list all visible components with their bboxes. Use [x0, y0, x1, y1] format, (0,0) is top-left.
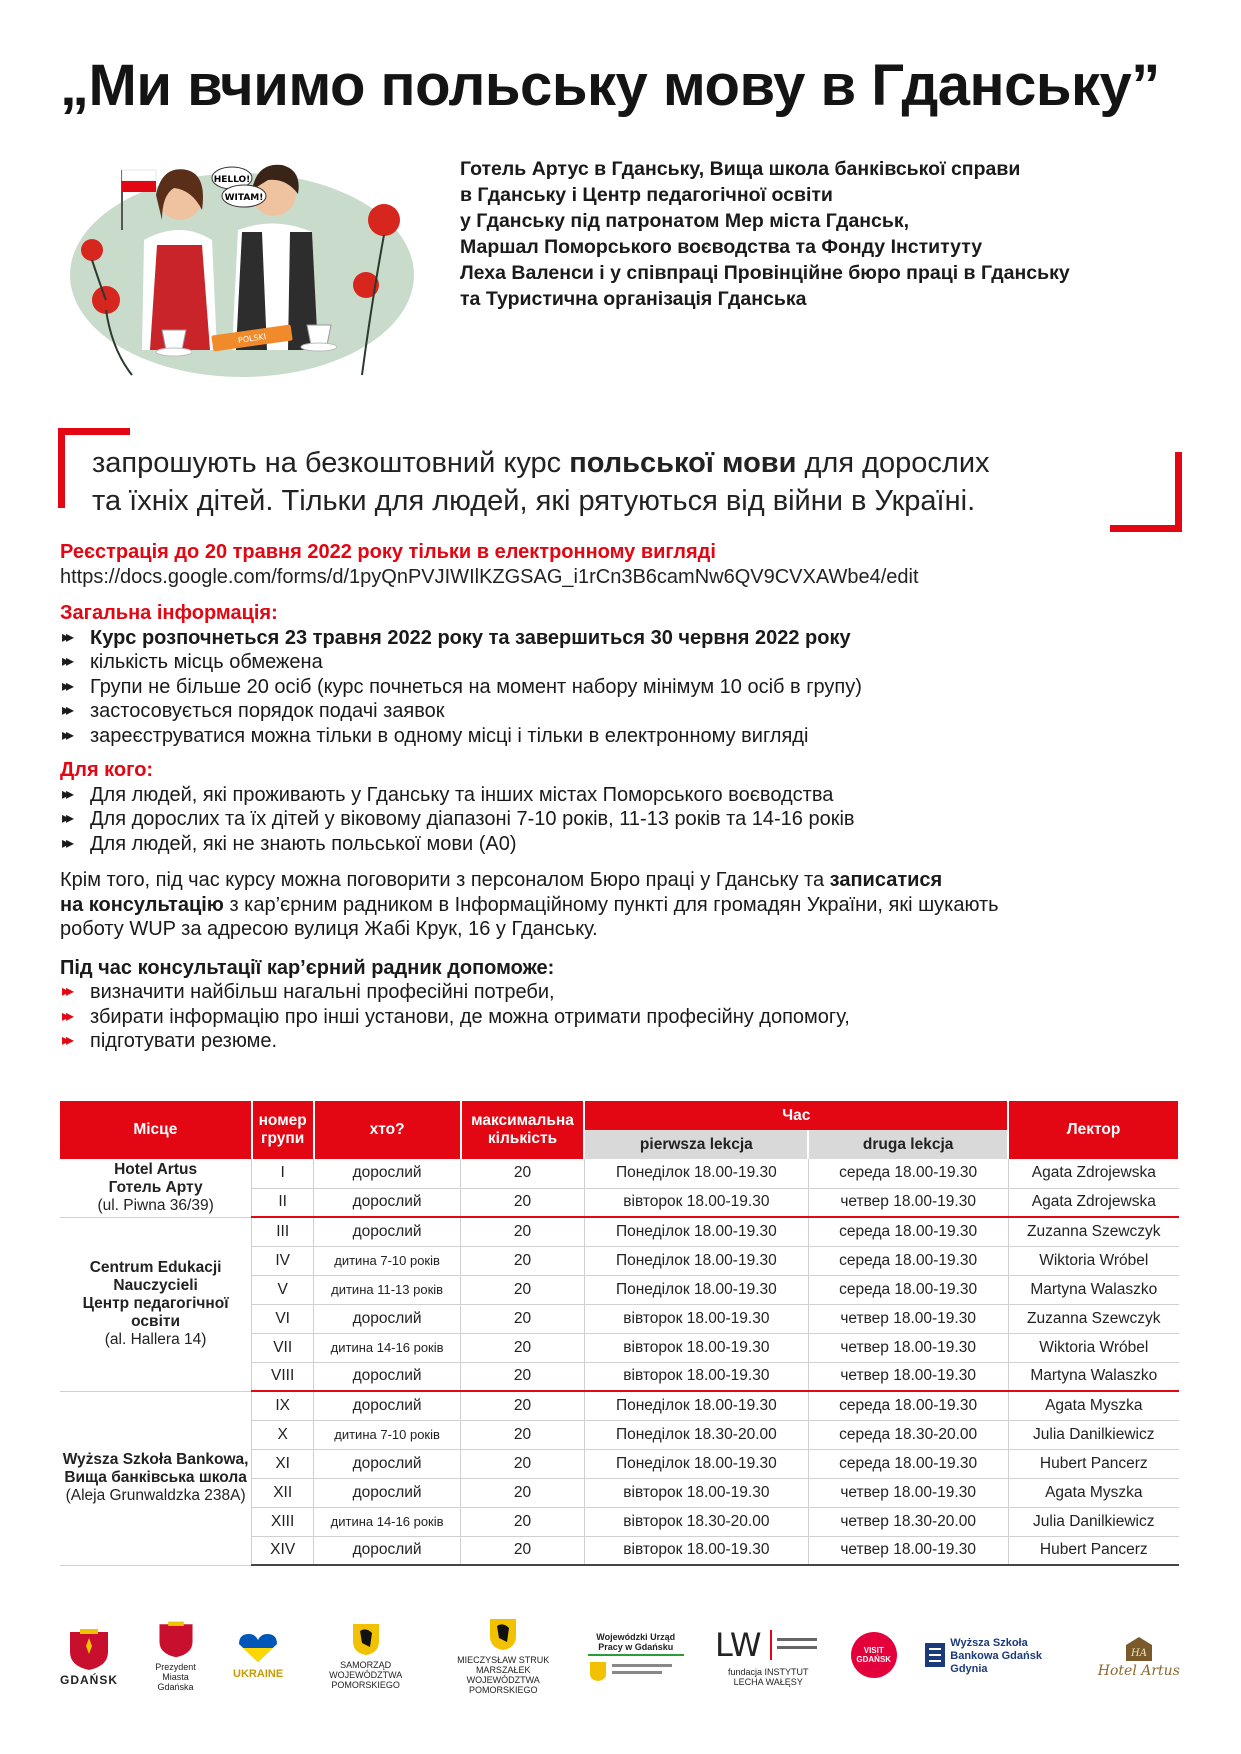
cell-group: XII [252, 1478, 314, 1507]
cell-lecturer: Agata Zdrojewska [1008, 1188, 1179, 1217]
hotel-artus-icon [1124, 1635, 1154, 1663]
list-item: ▸▸ кількість місць обмежена [62, 651, 323, 673]
cell-second: середа 18.00-19.30 [808, 1246, 1008, 1275]
witam-bubble: WITAM! [224, 193, 264, 203]
cell-who: дитина 7-10 років [314, 1246, 461, 1275]
cell-who: дорослий [314, 1536, 461, 1565]
list-item: ▸▸ Для людей, які не знають польської мови (A0) [62, 832, 517, 855]
cell-max: 20 [461, 1188, 585, 1217]
double-chevron-icon: ▸▸ [62, 1032, 71, 1049]
table-row [60, 1159, 1179, 1188]
cell-who: дитина 11-13 років [314, 1275, 461, 1304]
logo-pomorskie: SAMORZĄD WOJEWÓDZTWA POMORSKIEGO [311, 1621, 421, 1690]
cell-max: 20 [461, 1275, 585, 1304]
list-item: ▸▸ застосовується порядок подачі заявок [62, 700, 445, 722]
table-row [60, 1391, 1179, 1420]
cell-lecturer: Wiktoria Wróbel [1008, 1246, 1179, 1275]
list-item: ▸▸ збирати інформацію про інші установи, де можна отримати професійну допомогу, [62, 1005, 850, 1028]
header-first-lesson: pierwsza lekcja [584, 1130, 808, 1159]
marshal-griffin-icon [487, 1616, 519, 1652]
double-chevron-icon: ▸▸ [62, 785, 71, 803]
cell-who: дитина 14-16 років [314, 1507, 461, 1536]
cell-group: VII [252, 1333, 314, 1362]
schedule-table [60, 1101, 1180, 1566]
list-item: ▸▸ Для людей, які проживають у Гданську та інших містах Поморського воєводства [62, 783, 834, 806]
cell-lecturer: Wiktoria Wróbel [1008, 1333, 1179, 1362]
header-second-lesson: druga lekcja [808, 1130, 1008, 1159]
cell-max: 20 [461, 1362, 585, 1391]
header-group: номер групи [252, 1101, 314, 1159]
cell-group: VI [252, 1304, 314, 1333]
cell-lecturer: Agata Zdrojewska [1008, 1159, 1179, 1188]
double-chevron-icon: ▸▸ [62, 677, 71, 695]
organizers-line: Готель Артус в Гданську, Вища школа банківської справи [460, 158, 1021, 180]
table-row [60, 1217, 1179, 1246]
logo-gdansk: GDAŃSK [60, 1626, 118, 1685]
ukraine-heart-icon [233, 1632, 283, 1666]
cell-max: 20 [461, 1246, 585, 1275]
cell-lecturer: Hubert Pancerz [1008, 1449, 1179, 1478]
list-item: ▸▸ визначити найбільш нагальні професійні потреби, [62, 981, 555, 1003]
wsb-icon [924, 1642, 946, 1668]
cell-group: IV [252, 1246, 314, 1275]
cell-max: 20 [461, 1304, 585, 1333]
cell-group: XIV [252, 1536, 314, 1565]
organizers-text [460, 156, 1180, 312]
cell-first: Понеділок 18.00-19.30 [584, 1246, 808, 1275]
cell-who: дорослий [314, 1217, 461, 1246]
cell-group: V [252, 1275, 314, 1304]
header-time: Час [584, 1101, 1008, 1130]
partner-logos [60, 1615, 1180, 1695]
organizers-line: у Гданську під патронатом Мер міста Гданськ, [460, 210, 910, 232]
cell-max: 20 [461, 1507, 585, 1536]
cell-lecturer: Agata Myszka [1008, 1478, 1179, 1507]
cell-second: четвер 18.00-19.30 [808, 1304, 1008, 1333]
logo-lw: LW fundacja INSTYTUT LECHA WAŁĘSY [713, 1624, 823, 1687]
invite-text: для дорослих [796, 447, 990, 479]
cell-first: Понеділок 18.30-20.00 [584, 1420, 808, 1449]
cell-second: четвер 18.30-20.00 [808, 1507, 1008, 1536]
cell-first: вівторок 18.30-20.00 [584, 1507, 808, 1536]
cell-max: 20 [461, 1536, 585, 1565]
logo-mayor: Prezydent Miasta Gdańska [146, 1619, 206, 1692]
cell-first: Понеділок 18.00-19.30 [584, 1159, 808, 1188]
cell-max: 20 [461, 1159, 585, 1188]
cell-first: вівторок 18.00-19.30 [584, 1362, 808, 1391]
list-item: ▸▸ Курс розпочнеться 23 травня 2022 року та завершиться 30 червня 2022 року [62, 626, 851, 649]
invitation-text [92, 444, 1182, 520]
invite-line-2: та їхніх дітей. Тільки для людей, які рятуються від війни в Україні. [92, 485, 976, 517]
list-item: ▸▸ Групи не більше 20 осіб (курс почнеться на момент набору мінімум 10 осіб в групу) [62, 675, 862, 698]
schedule-body [60, 1159, 1179, 1565]
pomorskie-griffin-icon [350, 1621, 382, 1657]
invite-text: запрошують на безкоштовний курс [92, 447, 570, 479]
registration-heading: Реєстрація до 20 травня 2022 року тільки в електронному вигляді [60, 541, 716, 563]
cell-second: четвер 18.00-19.30 [808, 1362, 1008, 1391]
cell-second: середа 18.00-19.30 [808, 1391, 1008, 1420]
cell-who: дитина 7-10 років [314, 1420, 461, 1449]
cell-who: дитина 14-16 років [314, 1333, 461, 1362]
cell-lecturer: Martyna Walaszko [1008, 1275, 1179, 1304]
cell-max: 20 [461, 1391, 585, 1420]
cell-second: четвер 18.00-19.30 [808, 1333, 1008, 1362]
cell-first: вівторок 18.00-19.30 [584, 1536, 808, 1565]
double-chevron-icon: ▸▸ [62, 726, 71, 744]
main-content [60, 540, 1190, 1054]
cell-lecturer: Martyna Walaszko [1008, 1362, 1179, 1391]
cell-max: 20 [461, 1333, 585, 1362]
double-chevron-icon: ▸▸ [62, 1007, 71, 1025]
cell-who: дорослий [314, 1478, 461, 1507]
cell-group: II [252, 1188, 314, 1217]
hello-bubble: HELLO! [213, 175, 251, 185]
cell-lecturer: Agata Myszka [1008, 1391, 1179, 1420]
double-chevron-icon: ▸▸ [62, 702, 71, 719]
general-heading: Загальна інформація: [60, 602, 278, 624]
double-chevron-icon: ▸▸ [62, 983, 71, 1000]
cell-second: середа 18.00-19.30 [808, 1159, 1008, 1188]
logo-ukraine: UKRAINE [233, 1632, 283, 1679]
logo-marshal: MIECZYSŁAW STRUK MARSZAŁEK WOJEWÓDZTWA POMORSKIEGO [448, 1616, 558, 1695]
svg-text:LW: LW [715, 1625, 762, 1664]
lw-icon [713, 1624, 823, 1664]
cell-first: Понеділок 18.00-19.30 [584, 1217, 808, 1246]
logo-hotel-artus: HA Hotel Artus [1098, 1635, 1180, 1676]
consult-list [60, 980, 1190, 1054]
cell-second: середа 18.00-19.30 [808, 1275, 1008, 1304]
cell-group: XI [252, 1449, 314, 1478]
place-cell: Centrum Edukacji Nauczycieli Центр педагогічної освіти (al. Hallera 14) [60, 1217, 252, 1391]
double-chevron-icon: ▸▸ [62, 810, 71, 827]
cell-first: вівторок 18.00-19.30 [584, 1188, 808, 1217]
cell-lecturer: Zuzanna Szewczyk [1008, 1304, 1179, 1333]
cell-max: 20 [461, 1449, 585, 1478]
visit-gdansk-icon: VISIT GDAŃSK [851, 1632, 897, 1678]
cell-who: дорослий [314, 1159, 461, 1188]
mayor-crest-icon [156, 1619, 196, 1659]
page-title: „Ми вчимо польську мову в Гданську” [60, 53, 1160, 118]
logo-wup: Wojewódzki Urząd Pracy w Gdańsku [586, 1629, 686, 1682]
cell-second: четвер 18.00-19.30 [808, 1188, 1008, 1217]
gdansk-crest-icon [66, 1626, 112, 1672]
double-chevron-icon: ▸▸ [62, 834, 71, 852]
logo-visit-gdansk [851, 1632, 897, 1678]
cell-group: X [252, 1420, 314, 1449]
organizers-line: в Гданську і Центр педагогічної освіти [460, 184, 833, 206]
wup-icon [586, 1652, 686, 1682]
logo-wsb: Wyższa Szkoła Bankowa Gdańsk Gdynia [924, 1634, 1070, 1676]
list-item: ▸▸ підготувати резюме. [62, 1030, 278, 1052]
cell-lecturer: Zuzanna Szewczyk [1008, 1217, 1179, 1246]
header-place: Місце [60, 1101, 252, 1159]
cell-group: XIII [252, 1507, 314, 1536]
cell-who: дорослий [314, 1188, 461, 1217]
list-item: ▸▸ Для дорослих та їх дітей у віковому діапазоні 7-10 років, 11-13 років та 14-16 років [62, 808, 855, 830]
organizers-line: Маршал Поморського воєводства та Фонду Інституту [460, 236, 983, 258]
couple-illustration [62, 150, 422, 390]
cell-first: Понеділок 18.00-19.30 [584, 1391, 808, 1420]
cell-group: III [252, 1217, 314, 1246]
cell-first: Понеділок 18.00-19.30 [584, 1275, 808, 1304]
cell-who: дорослий [314, 1362, 461, 1391]
cell-who: дорослий [314, 1391, 461, 1420]
invite-bold: польської мови [569, 447, 797, 479]
cell-first: вівторок 18.00-19.30 [584, 1333, 808, 1362]
for-whom-list [60, 783, 1190, 857]
place-cell: Wyższa Szkoła Bankowa, Вища банківська школа (Aleja Grunwaldzka 238A) [60, 1391, 252, 1565]
header-max: максимальна кількість [461, 1101, 585, 1159]
double-chevron-icon: ▸▸ [62, 653, 71, 670]
header-lecturer: Лектор [1008, 1101, 1179, 1159]
consult-heading: Під час консультації кар’єрний радник допоможе: [60, 956, 555, 979]
general-list [60, 626, 1190, 749]
double-chevron-icon: ▸▸ [62, 628, 71, 646]
cell-group: VIII [252, 1362, 314, 1391]
cell-lecturer: Julia Danilkiewicz [1008, 1420, 1179, 1449]
organizers-line: та Туристична організація Гданська [460, 288, 807, 310]
svg-text:HA: HA [1130, 1647, 1147, 1659]
list-item: ▸▸ зареєструватися можна тільки в одному місці і тільки в електронному вигляді [62, 724, 809, 747]
cell-max: 20 [461, 1478, 585, 1507]
cell-max: 20 [461, 1217, 585, 1246]
cell-group: IX [252, 1391, 314, 1420]
organizers-line: Леха Валенси і у співпраці Провінційне бюро праці в Гданську [460, 262, 1070, 284]
cell-second: четвер 18.00-19.30 [808, 1536, 1008, 1565]
registration-link[interactable]: https://docs.google.com/forms/d/1pyQnPVJIWIlKZGSAG_i1rCn3B6camNw6QV9CVXAWbe4/edit [60, 565, 919, 588]
consultation-paragraph: Крім того, під час курсу можна поговорити з персоналом Бюро праці у Гданську та записатися на консультацію з кар’єрним радником в Інформаційному пункті для громадян України, які шукають роботу WUP за адресою вулиця Жабі Крук, 16 у Гданську. [60, 869, 999, 940]
header-who: хто? [314, 1101, 461, 1159]
cell-who: дорослий [314, 1304, 461, 1333]
cell-lecturer: Julia Danilkiewicz [1008, 1507, 1179, 1536]
cell-group: I [252, 1159, 314, 1188]
cell-second: середа 18.00-19.30 [808, 1449, 1008, 1478]
book-title: POLSKI [237, 332, 267, 345]
cell-max: 20 [461, 1420, 585, 1449]
cell-first: Понеділок 18.00-19.30 [584, 1449, 808, 1478]
cell-second: середа 18.30-20.00 [808, 1420, 1008, 1449]
cell-lecturer: Hubert Pancerz [1008, 1536, 1179, 1565]
cell-who: дорослий [314, 1449, 461, 1478]
cell-first: вівторок 18.00-19.30 [584, 1478, 808, 1507]
cell-second: четвер 18.00-19.30 [808, 1478, 1008, 1507]
for-whom-heading: Для кого: [60, 759, 154, 781]
cell-first: вівторок 18.00-19.30 [584, 1304, 808, 1333]
place-cell: Hotel Artus Готель Арту (ul. Piwna 36/39) [60, 1159, 252, 1217]
cell-second: середа 18.00-19.30 [808, 1217, 1008, 1246]
